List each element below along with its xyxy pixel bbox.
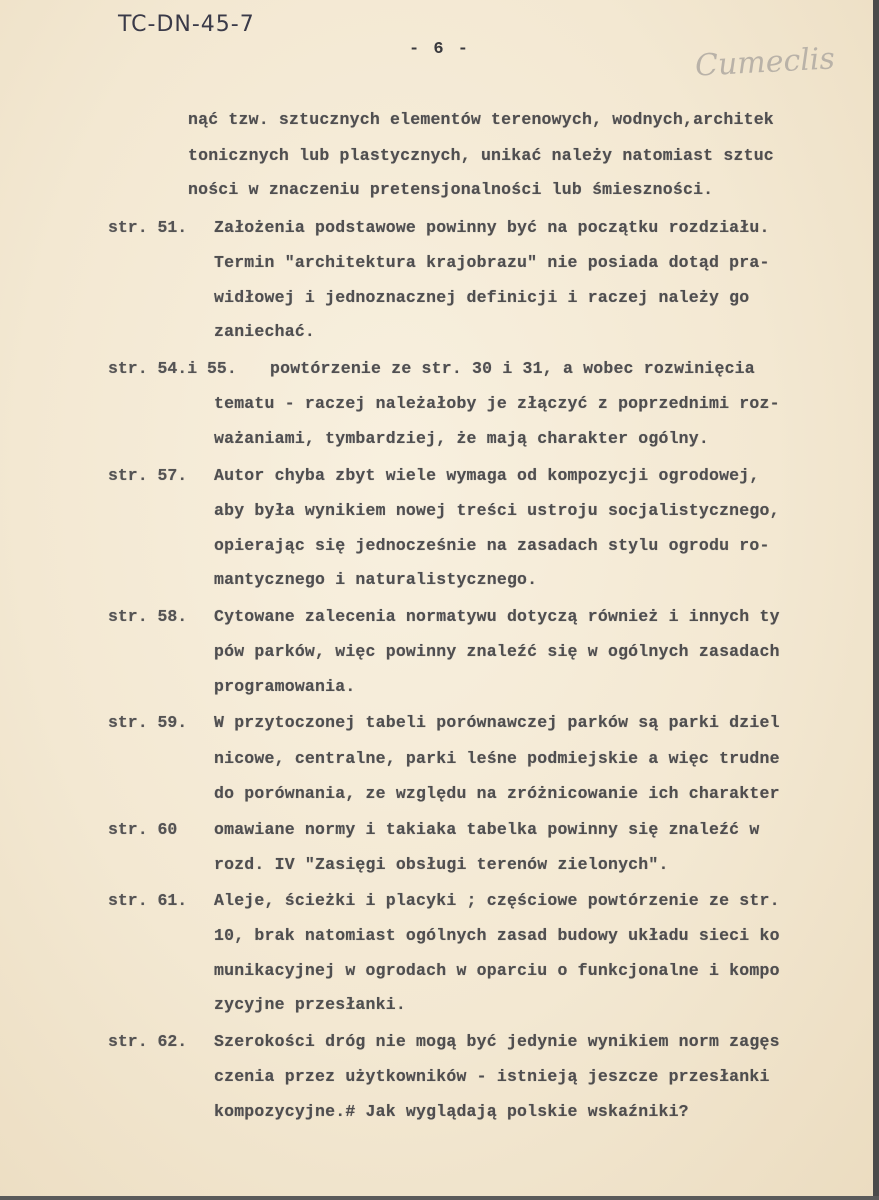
text-line: Założenia podstawowe powinny być na początku rozdziału. bbox=[214, 218, 770, 237]
page-reference: str. 51. bbox=[108, 218, 188, 237]
text-line: zycyjne przesłanki. bbox=[214, 995, 406, 1014]
page-reference: str. 57. bbox=[108, 466, 188, 485]
pencil-note: Cumeclis bbox=[694, 41, 836, 84]
text-line: 10, brak natomiast ogólnych zasad budowy układu sieci ko bbox=[214, 926, 780, 945]
text-line: nąć tzw. sztucznych elementów terenowych, wodnych,architek bbox=[188, 110, 774, 129]
page-number: - 6 - bbox=[408, 40, 470, 59]
text-line: W przytoczonej tabeli porównawczej parków są parki dziel bbox=[214, 713, 780, 732]
page-reference: str. 54.i 55. bbox=[108, 359, 237, 378]
scan-edge-right bbox=[873, 0, 879, 1200]
text-line: munikacyjnej w ogrodach w oparciu o funkcjonalne i kompo bbox=[214, 961, 780, 980]
page-reference: str. 58. bbox=[108, 607, 188, 626]
archive-code: TC-DN-45-7 bbox=[118, 12, 255, 37]
text-line: do porównania, ze względu na zróżnicowanie ich charakter bbox=[214, 784, 780, 803]
scan-edge-bottom bbox=[0, 1196, 879, 1200]
text-line: ności w znaczeniu pretensjonalności lub śmieszności. bbox=[188, 180, 714, 199]
text-line: ważaniami, tymbardziej, że mają charakter ogólny. bbox=[214, 429, 709, 448]
text-line: Szerokości dróg nie mogą być jedynie wynikiem norm zagęs bbox=[214, 1032, 780, 1051]
text-line: mantycznego i naturalistycznego. bbox=[214, 570, 538, 589]
text-line: Aleje, ścieżki i placyki ; częściowe powtórzenie ze str. bbox=[214, 891, 780, 910]
text-line: opierając się jednocześnie na zasadach stylu ogrodu ro- bbox=[214, 536, 770, 555]
text-line: zaniechać. bbox=[214, 322, 316, 341]
text-line: kompozycyjne.# Jak wyglądają polskie wskaźniki? bbox=[214, 1102, 689, 1121]
page-reference: str. 61. bbox=[108, 891, 188, 910]
text-line: rozd. IV "Zasięgi obsługi terenów zielonych". bbox=[214, 855, 669, 874]
page-reference: str. 62. bbox=[108, 1032, 188, 1051]
text-line: Cytowane zalecenia normatywu dotyczą również i innych ty bbox=[214, 607, 780, 626]
text-line: czenia przez użytkowników - istnieją jeszcze przesłanki bbox=[214, 1067, 770, 1086]
text-line: Termin "architektura krajobrazu" nie posiada dotąd pra- bbox=[214, 253, 770, 272]
page-reference: str. 59. bbox=[108, 713, 188, 732]
text-line: nicowe, centralne, parki leśne podmiejskie a więc trudne bbox=[214, 749, 780, 768]
page-reference: str. 60 bbox=[108, 820, 178, 839]
text-line: pów parków, więc powinny znaleźć się w ogólnych zasadach bbox=[214, 642, 780, 661]
text-line: omawiane normy i takiaka tabelka powinny się znaleźć w bbox=[214, 820, 760, 839]
text-line: tonicznych lub plastycznych, unikać należy natomiast sztuc bbox=[188, 146, 774, 165]
text-line: tematu - raczej należałoby je złączyć z poprzednimi roz- bbox=[214, 394, 780, 413]
text-line: Autor chyba zbyt wiele wymaga od kompozycji ogrodowej, bbox=[214, 466, 760, 485]
text-line: programowania. bbox=[214, 677, 356, 696]
text-line: powtórzenie ze str. 30 i 31, a wobec rozwinięcia bbox=[270, 359, 755, 378]
text-line: aby była wynikiem nowej treści ustroju socjalistycznego, bbox=[214, 501, 780, 520]
text-line: widłowej i jednoznacznej definicji i raczej należy go bbox=[214, 288, 750, 307]
